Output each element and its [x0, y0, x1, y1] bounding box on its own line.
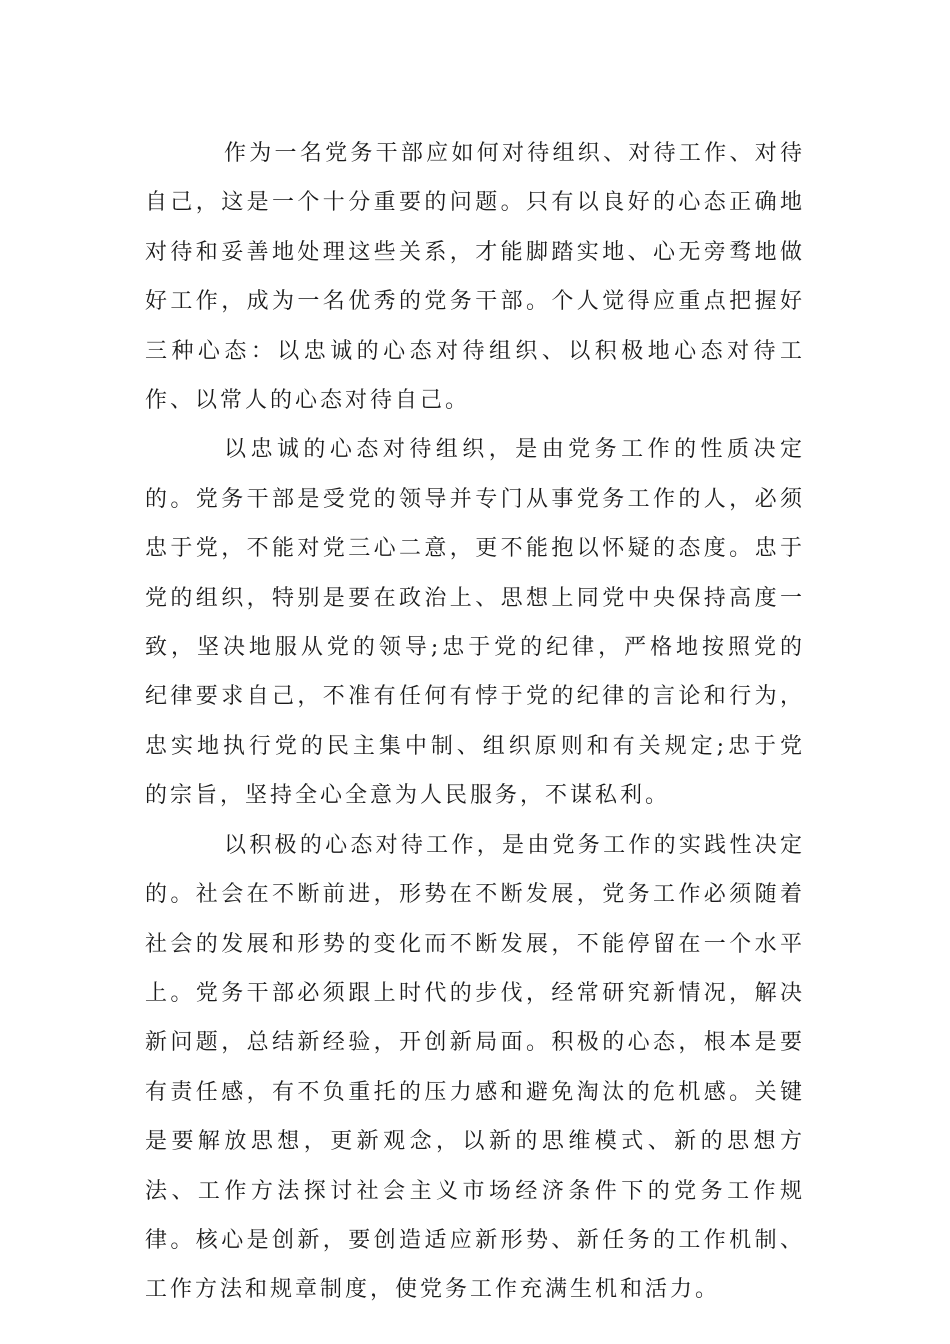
document-body	[145, 129, 805, 1315]
paragraph-3: 以积极的心态对待工作，是由党务工作的实践性决定的。社会在不断前进，形势在不断发展，党务工作必须随着社会的发展和形势的变化而不断发展，不能停留在一个水平上。党务干部必须跟上时代的步伐，经常研究新情况，解决新问题，总结新经验，开创新局面。积极的心态，根本是要有责任感，有不负重托的压力感和避免淘汰的危机感。关键是要解放思想，更新观念，以新的思维模式、新的思想方法、工作方法探讨社会主义市场经济条件下的党务工作规律。核心是创新，要创造适应新形势、新任务的工作机制、工作方法和规章制度，使党务工作充满生机和活力。	[145, 832, 805, 1303]
paragraph-1: 作为一名党务干部应如何对待组织、对待工作、对待自己，这是一个十分重要的问题。只有以良好的心态正确地对待和妥善地处理这些关系，才能脚踏实地、心无旁骛地做好工作，成为一名优秀的党务干部。个人觉得应重点把握好三种心态：以忠诚的心态对待组织、以积极地心态对待工作、以常人的心态对待自己。	[145, 141, 805, 414]
paragraph-2: 以忠诚的心态对待组织，是由党务工作的性质决定的。党务干部是受党的领导并专门从事党务工作的人，必须忠于党，不能对党三心二意，更不能抱以怀疑的态度。忠于党的组织，特别是要在政治上、思想上同党中央保持高度一致，坚决地服从党的领导;忠于党的纪律，严格地按照党的纪律要求自己，不准有任何有悖于党的纪律的言论和行为，忠实地执行党的民主集中制、组织原则和有关规定;忠于党的宗旨，坚持全心全意为人民服务，不谋私利。	[145, 437, 805, 809]
